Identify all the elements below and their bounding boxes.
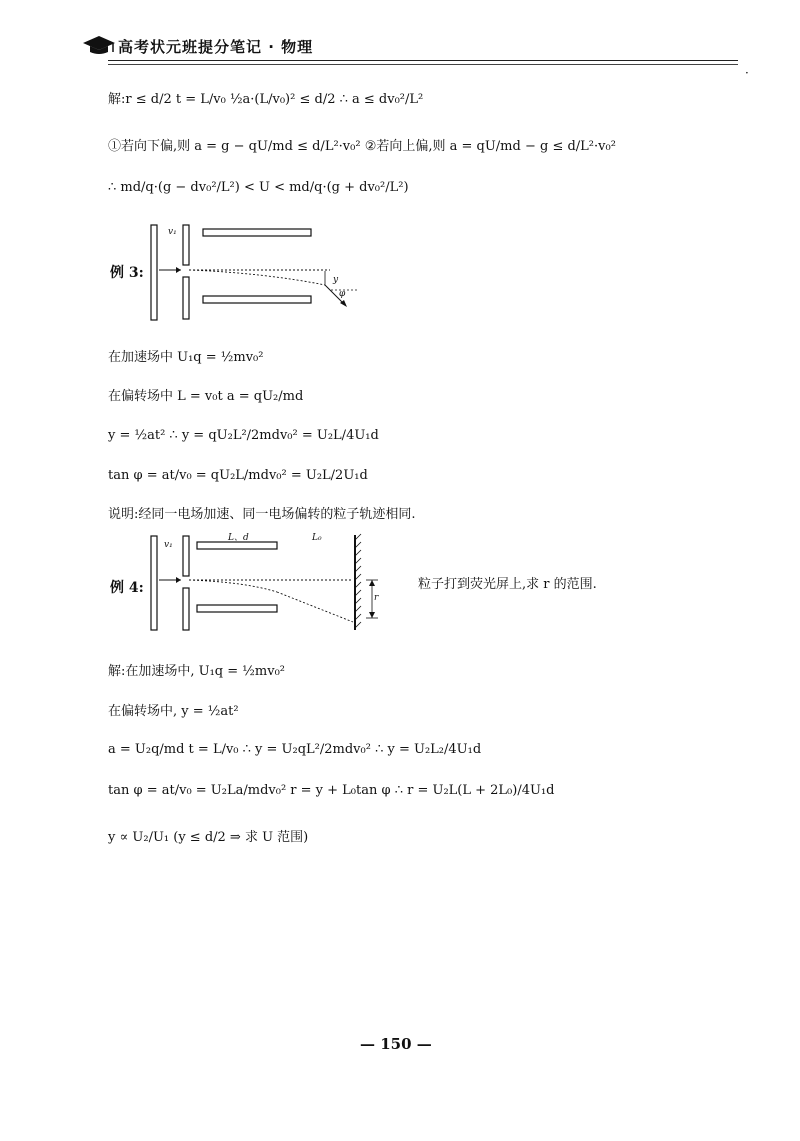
r-dimension-marker (362, 572, 382, 620)
header-rule-thin (108, 64, 738, 65)
ex3-line-4: tan φ = at/v₀ = qU₂L/mdv₀² = U₂L/2U₁d (108, 468, 368, 483)
ex4-Ld-label: L、d (228, 533, 249, 543)
header-title: 高考状元班提分笔记 · 物理 (118, 38, 314, 56)
ex4-v1-label: v₁ (164, 540, 173, 550)
ex3-line-1: 在加速场中 U₁q = ½mv₀² (108, 350, 264, 365)
ex3-line-2: 在偏转场中 L = v₀t a = qU₂/md (108, 389, 304, 404)
page-number: — 150 — (360, 1035, 432, 1053)
ex3-y-label: y (333, 275, 339, 285)
example-4-diagram (145, 530, 375, 635)
example-4-label: 例 4: (110, 580, 144, 596)
example-3-diagram (145, 215, 375, 325)
example-3-label: 例 3: (110, 265, 144, 281)
ex4-line-5: y ∝ U₂/U₁ (y ≤ d/2 ⇒ 求 U 范围) (108, 830, 309, 845)
ex3-v1-label: v₁ (168, 227, 177, 237)
solution-line-1: 解:r ≤ d/2 t = L/v₀ ½a·(L/v₀)² ≤ d/2 ∴ a ≤ dv₀²/L² (108, 92, 424, 107)
ex3-note: 说明:经同一电场加速、同一电场偏转的粒子轨迹相同. (108, 507, 416, 522)
graduation-cap-icon (82, 34, 116, 56)
ex3-line-3: y = ½at² ∴ y = qU₂L²/2mdv₀² = U₂L/4U₁d (108, 428, 379, 443)
ex4-line-1: 解:在加速场中, U₁q = ½mv₀² (108, 664, 285, 679)
ex4-L0-label: L₀ (312, 533, 322, 543)
header-rule (108, 60, 738, 61)
ex4-question: 粒子打到荧光屏上,求 r 的范围. (418, 577, 597, 592)
margin-dot: · (745, 66, 749, 80)
solution-line-3: ∴ md/q·(g − dv₀²/L²) < U < md/q·(g + dv₀²/L²) (108, 180, 409, 195)
solution-line-2: ①若向下偏,则 a = g − qU/md ≤ d/L²·v₀² ②若向上偏,则 a = qU/md − g ≤ d/L²·v₀² (108, 139, 616, 154)
ex3-phi-label: φ (339, 289, 346, 299)
ex4-r-label: r (374, 593, 379, 603)
ex4-line-4: tan φ = at/v₀ = U₂La/mdv₀² r = y + L₀tan φ ∴ r = U₂L(L + 2L₀)/4U₁d (108, 783, 555, 798)
ex4-line-3: a = U₂q/md t = L/v₀ ∴ y = U₂qL²/2mdv₀² ∴ y = U₂L₂/4U₁d (108, 742, 482, 757)
ex4-line-2: 在偏转场中, y = ½at² (108, 704, 239, 719)
